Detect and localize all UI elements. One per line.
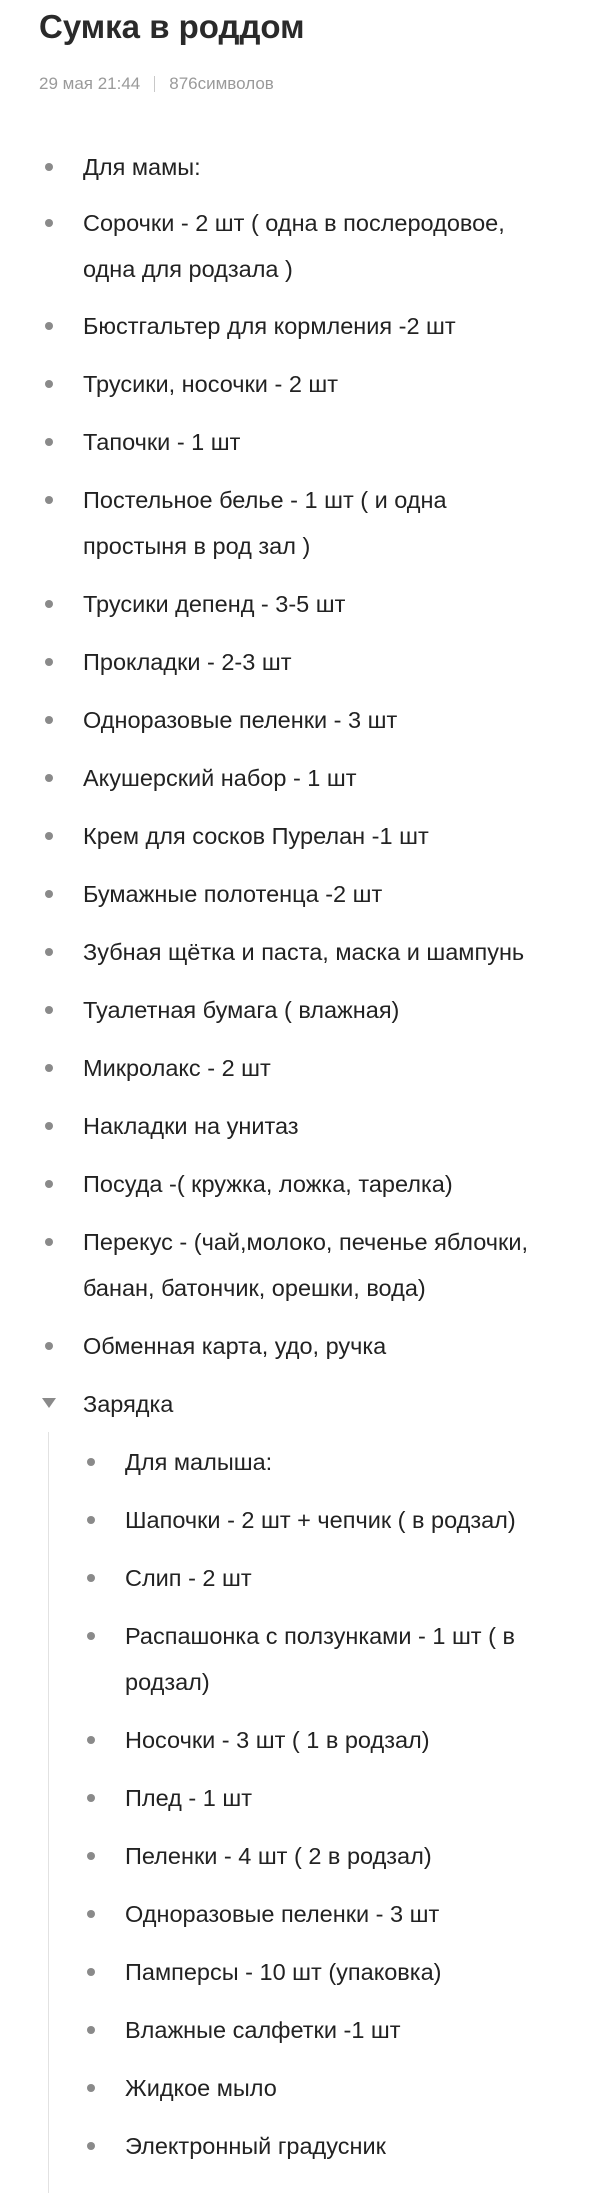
list-item[interactable]: Сорочки - 2 шт ( одна в послеродовое, bbox=[83, 210, 505, 236]
bullet-icon bbox=[45, 1238, 53, 1246]
bullet-icon bbox=[45, 658, 53, 666]
list-item[interactable]: Бюстгальтер для кормления -2 шт bbox=[83, 313, 456, 339]
bullet-icon bbox=[87, 1968, 95, 1976]
bullet-icon bbox=[45, 716, 53, 724]
nested-list-guide bbox=[48, 1432, 49, 2193]
list-item[interactable]: Трусики, носочки - 2 шт bbox=[83, 371, 339, 397]
list-item-continued[interactable]: простыня в род зал ) bbox=[83, 533, 311, 559]
collapse-toggle-icon[interactable] bbox=[42, 1398, 56, 1408]
nested-list-item[interactable]: Одноразовые пеленки - 3 шт bbox=[125, 1901, 440, 1927]
list-item[interactable]: Трусики депенд - 3-5 шт bbox=[83, 591, 346, 617]
nested-list-item-continued[interactable]: родзал) bbox=[125, 1669, 210, 1695]
bullet-icon bbox=[87, 1910, 95, 1918]
list-item[interactable]: Посуда -( кружка, ложка, тарелка) bbox=[83, 1171, 453, 1197]
list-item-expandable[interactable]: Зарядка bbox=[83, 1391, 174, 1417]
list-item[interactable]: Зубная щётка и паста, маска и шампунь bbox=[83, 939, 525, 965]
bullet-icon bbox=[87, 2026, 95, 2034]
bullet-icon bbox=[45, 1064, 53, 1072]
note-meta bbox=[39, 74, 274, 94]
bullet-icon bbox=[87, 1632, 95, 1640]
nested-list-item[interactable]: Жидкое мыло bbox=[125, 2075, 277, 2101]
list-item[interactable]: Микролакс - 2 шт bbox=[83, 1055, 271, 1081]
note-date: 29 мая 21:44 bbox=[39, 74, 141, 93]
list-item[interactable]: Перекус - (чай,молоко, печенье яблочки, bbox=[83, 1229, 528, 1255]
nested-list-item[interactable]: Влажные салфетки -1 шт bbox=[125, 2017, 401, 2043]
list-item[interactable]: Туалетная бумага ( влажная) bbox=[83, 997, 400, 1023]
list-item[interactable]: Крем для сосков Пурелан -1 шт bbox=[83, 823, 429, 849]
note-char-count: 876символов bbox=[169, 74, 274, 93]
nested-list-item[interactable]: Электронный градусник bbox=[125, 2133, 386, 2159]
bullet-icon bbox=[45, 496, 53, 504]
note-title: Сумка в роддом bbox=[39, 8, 305, 45]
bullet-icon bbox=[45, 890, 53, 898]
nested-list-item[interactable]: Для малыша: bbox=[125, 1449, 273, 1475]
bullet-icon bbox=[87, 1736, 95, 1744]
nested-list-item[interactable]: Носочки - 3 шт ( 1 в родзал) bbox=[125, 1727, 430, 1753]
bullet-icon bbox=[87, 1516, 95, 1524]
bullet-icon bbox=[45, 948, 53, 956]
list-item[interactable]: Акушерский набор - 1 шт bbox=[83, 765, 357, 791]
list-item[interactable]: Прокладки - 2-3 шт bbox=[83, 649, 292, 675]
bullet-icon bbox=[45, 163, 53, 171]
nested-list-item[interactable]: Памперсы - 10 шт (упаковка) bbox=[125, 1959, 442, 1985]
bullet-icon bbox=[45, 380, 53, 388]
bullet-icon bbox=[45, 1122, 53, 1130]
bullet-icon bbox=[87, 2084, 95, 2092]
bullet-icon bbox=[45, 322, 53, 330]
nested-list-item[interactable]: Пеленки - 4 шт ( 2 в родзал) bbox=[125, 1843, 432, 1869]
list-item[interactable]: Одноразовые пеленки - 3 шт bbox=[83, 707, 398, 733]
nested-list-item[interactable]: Шапочки - 2 шт + чепчик ( в родзал) bbox=[125, 1507, 516, 1533]
bullet-icon bbox=[45, 219, 53, 227]
bullet-icon bbox=[45, 774, 53, 782]
bullet-icon bbox=[87, 1574, 95, 1582]
bullet-icon bbox=[45, 832, 53, 840]
nested-list-item[interactable]: Плед - 1 шт bbox=[125, 1785, 252, 1811]
bullet-icon bbox=[45, 600, 53, 608]
bullet-icon bbox=[45, 1006, 53, 1014]
list-item[interactable]: Тапочки - 1 шт bbox=[83, 429, 241, 455]
list-item[interactable]: Для мамы: bbox=[83, 154, 201, 180]
list-item[interactable]: Накладки на унитаз bbox=[83, 1113, 299, 1139]
bullet-icon bbox=[45, 1180, 53, 1188]
list-item[interactable]: Бумажные полотенца -2 шт bbox=[83, 881, 383, 907]
bullet-icon bbox=[45, 438, 53, 446]
nested-list-item[interactable]: Распашонка с ползунками - 1 шт ( в bbox=[125, 1623, 515, 1649]
list-item-continued[interactable]: одна для родзала ) bbox=[83, 256, 293, 282]
bullet-icon bbox=[87, 1794, 95, 1802]
nested-list-item[interactable]: Слип - 2 шт bbox=[125, 1565, 252, 1591]
list-item[interactable]: Постельное белье - 1 шт ( и одна bbox=[83, 487, 447, 513]
list-item-continued[interactable]: банан, батончик, орешки, вода) bbox=[83, 1275, 426, 1301]
bullet-icon bbox=[87, 1458, 95, 1466]
list-item[interactable]: Обменная карта, удо, ручка bbox=[83, 1333, 387, 1359]
bullet-icon bbox=[45, 1342, 53, 1350]
meta-divider bbox=[154, 76, 155, 92]
bullet-icon bbox=[87, 1852, 95, 1860]
bullet-icon bbox=[87, 2142, 95, 2150]
